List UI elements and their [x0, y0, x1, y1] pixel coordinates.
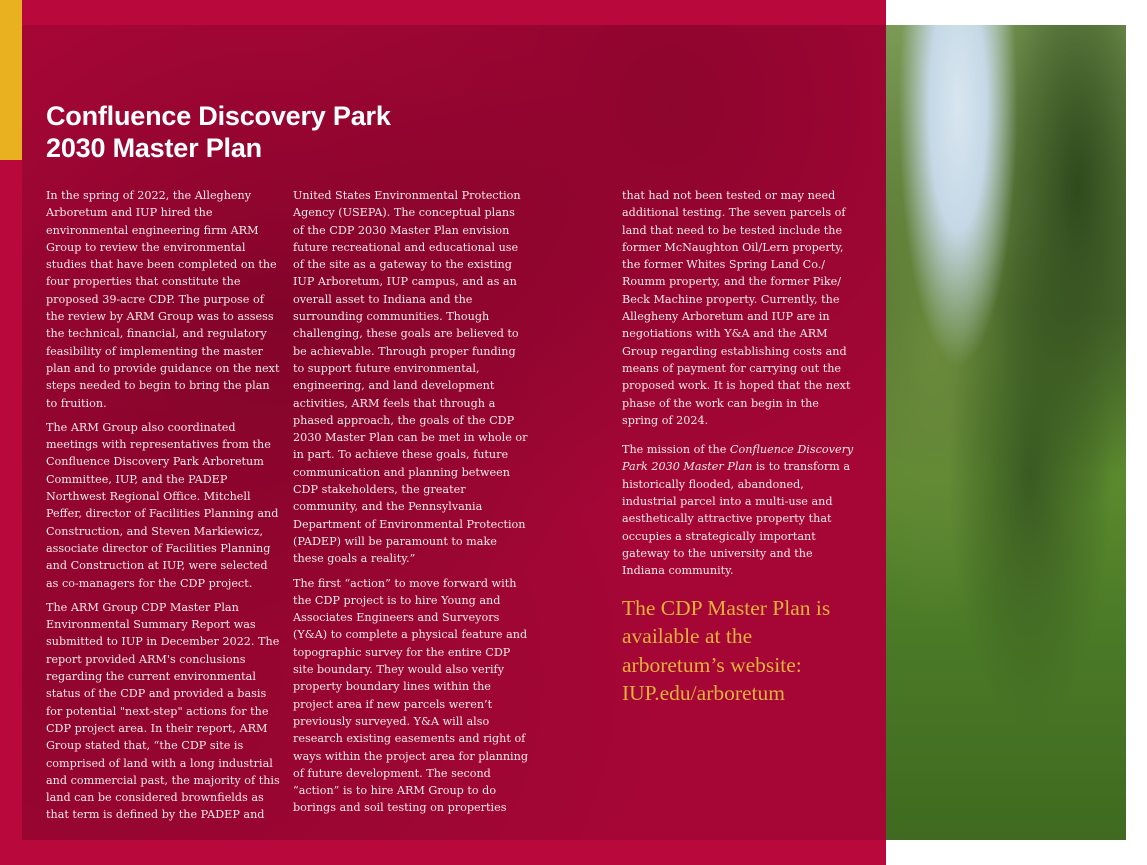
- column-1: [46, 187, 281, 831]
- column-3: [622, 187, 854, 715]
- title-line-2: 2030 Master Plan: [46, 133, 262, 163]
- paragraph: The first “action” to move forward with the CDP project is to hire Young and Associates Engineers and Surveyors (Y&A) to complete a physical feature and topographic survey for the entire CDP site boundary. They would also verify property boundary lines within the project area if new parcels weren’t previously surveyed. Y&A will also research existing easements and right of ways within the project area for planning of future development. The second “action” is to hire ARM Group to do borings and soil testing on properties: [293, 576, 528, 815]
- plan-name: Confluence Discovery Park 2030 Master Plan: [622, 443, 854, 474]
- paragraph: The ARM Group also coordinated meetings with representatives from the Confluence Discovery Park Arboretum Committee, IUP, and the PADEP Northwest Regional Office. Mitchell Peffer, director of Facilities Planning and Construction, and Steven Markiewicz, associate director of Facilities Planning and Construction at IUP, were selected as co-managers for the CDP project.: [46, 420, 279, 590]
- paragraph: that had not been tested or may need additional testing. The seven parcels of land that need to be tested include the former McNaughton Oil/Lern property, the former Whites Spring Land Co./ Roumm property, and the former Pike/ Beck Machine property. Currently, the Allegheny Arboretum and IUP are in negotiations with Y&A and the ARM Group regarding establishing costs and means of payment for carrying out the proposed work. It is hoped that the next phase of the work can begin in the spring of 2024.: [622, 189, 851, 427]
- mission-paragraph: [622, 441, 854, 579]
- title-line-1: Confluence Discovery Park: [46, 101, 391, 131]
- mission-text: is to transform a historically flooded, abandoned, industrial parcel into a multi-use and aesthetically attractive property that occupies a strategically important gateway to the university and the Indiana community.: [622, 460, 851, 578]
- paragraph: The ARM Group CDP Master Plan Environmental Summary Report was submitted to IUP in December 2022. The report provided ARM's conclusions regarding the current environmental status of the CDP and provided a basis for potential "next-step" actions for the CDP project area. In their report, ARM Group stated that, “the CDP site is comprised of land with a long industrial and commercial past, the majority of this land can be considered brownfields as that term is defined by the PADEP and: [46, 600, 280, 822]
- accent-bar: [0, 0, 22, 160]
- website-callout: The CDP Master Plan is available at the arboretum’s website: IUP.edu/arboretum: [622, 595, 831, 706]
- paragraph: In the spring of 2022, the Allegheny Arboretum and IUP hired the environmental engineering firm ARM Group to review the environmental studies that have been completed on the four properties that constitute the proposed 39-acre CDP. The purpose of the review by ARM Group was to assess the technical, financial, and regulatory feasibility of implementing the master plan and to provide guidance on the next steps needed to begin to bring the plan to fruition.: [46, 189, 280, 410]
- paragraph: United States Environmental Protection Agency (USEPA). The conceptual plans of the CDP 2030 Master Plan envision future recreational and educational use of the site as a gateway to the existing IUP Arboretum, IUP campus, and as an overall asset to Indiana and the surrounding communities. Though challenging, these goals are believed to be achievable. Through proper funding to support future environmental, engineering, and land development activities, ARM feels that through a phased approach, the goals of the CDP 2030 Master Plan can be met in whole or in part. To achieve these goals, future communication and planning between CDP stakeholders, the greater community, and the Pennsylvania Department of Environmental Protection (PADEP) will be paramount to make these goals a reality.”: [293, 189, 528, 566]
- park-photo: [886, 25, 1126, 840]
- column-2: [293, 187, 528, 824]
- page-title: [46, 100, 391, 164]
- mission-text: The mission of the: [622, 443, 730, 457]
